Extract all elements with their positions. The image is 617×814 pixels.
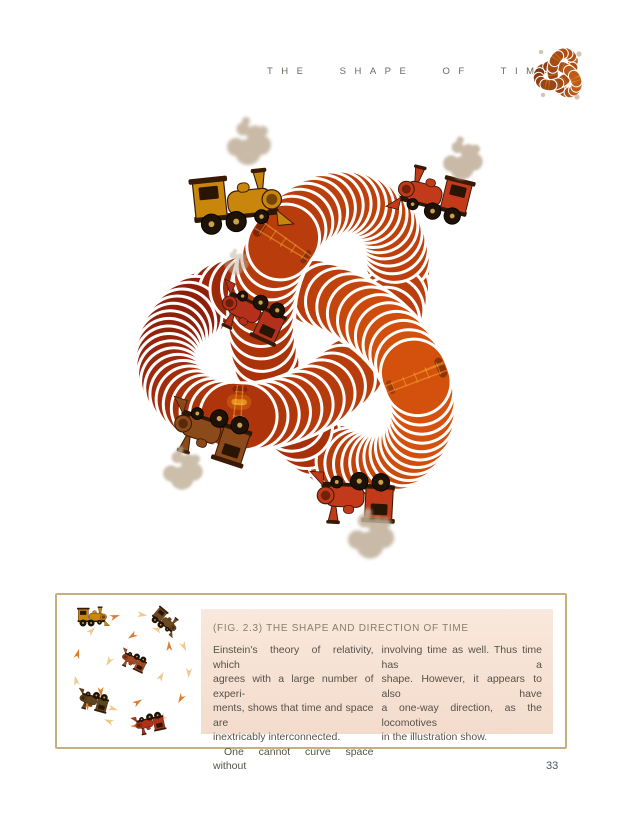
caption-line: Einstein's theory of relativity, which xyxy=(213,644,374,671)
caption-line: ments, shows that time and space are xyxy=(213,702,374,729)
running-head-title: THE SHAPE OF TIME xyxy=(267,66,558,77)
caption-line: involving time as well. Thus time has a xyxy=(381,644,542,671)
caption-title: THE SHAPE AND DIRECTION OF TIME xyxy=(266,623,469,634)
trefoil-knot-icon xyxy=(532,45,588,103)
caption-line: in the illustration show. xyxy=(381,731,488,743)
caption-line: a one-way direction, as the locomotives xyxy=(381,702,542,729)
caption-column-2 xyxy=(382,643,543,774)
caption-line: agrees with a large number of experi- xyxy=(213,673,374,700)
figure-label: (FIG. 2.3) xyxy=(213,623,263,634)
trefoil-knot-locomotives-illustration xyxy=(120,114,496,578)
page-number: 33 xyxy=(546,760,559,772)
caption-line: inextricably interconnected. xyxy=(213,731,341,743)
caption-line: shape. However, it appears to also have xyxy=(381,673,542,700)
caption-column-1 xyxy=(213,643,374,774)
caption-line: One cannot curve space without xyxy=(213,745,374,772)
caption-heading xyxy=(213,623,543,634)
locomotive-loop-illustration xyxy=(62,599,202,741)
caption-body xyxy=(213,643,542,774)
